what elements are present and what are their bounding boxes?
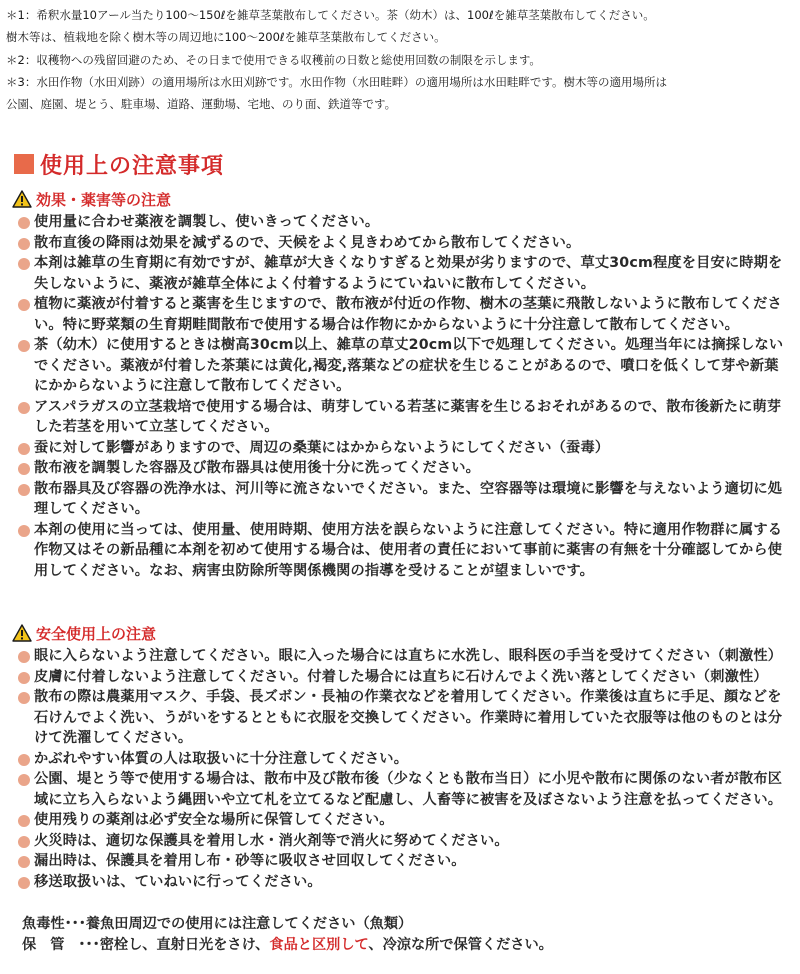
- list-item: [0, 212, 800, 233]
- list-item: [0, 749, 800, 770]
- safety-list: [0, 646, 800, 892]
- list-item-text: 散布器具及び容器の洗浄水は、河川等に流さないでください。また、空容器等は環境に影響を与えないよう適切に処理してください。: [34, 480, 783, 517]
- list-item: [0, 769, 800, 810]
- list-item-text: 移送取扱いは、ていねいに行ってください。: [34, 873, 322, 890]
- list-item-text: 蚕に対して影響がありますので、周辺の桑葉にはかからないようにしてください（蚕毒）: [34, 439, 610, 456]
- list-item: [0, 294, 800, 335]
- bullet-icon: [18, 258, 30, 270]
- list-item: [0, 831, 800, 852]
- footer-notes: [22, 914, 792, 955]
- list-item: [0, 810, 800, 831]
- efficacy-heading: [12, 188, 171, 210]
- list-item-text: 使用量に合わせ薬液を調製し、使いきってください。: [34, 214, 380, 230]
- list-item: [0, 646, 800, 667]
- list-item: [0, 253, 800, 294]
- fish-toxicity-text: 養魚田周辺での使用には注意してください（魚類）: [85, 916, 413, 932]
- efficacy-heading-text: 効果・薬害等の注意: [36, 190, 172, 209]
- list-item-text: 植物に薬液が付着すると薬害を生じますので、散布液が付近の作物、樹木の茎葉に飛散しないように散布してください。特に野菜類の生育期畦間散布で使用する場合は作物にかからないように十分注意して散布してください。: [34, 296, 782, 333]
- list-item-text: 公園、堤とう等で使用する場合は、散布中及び散布後（少なくとも散布当日）に小児や散布に関係のない者が散布区域に立ち入らないよう縄囲いや立て札を立てるなど配慮し、人畜等に被害を及ぼさないよう注意を払ってください。: [34, 771, 783, 808]
- footnote-line: ＊2：収穫物への残留回避のため、その日まで使用できる収穫前の日数と総使用回数の制限を示します。: [6, 52, 541, 67]
- section-title: [14, 148, 224, 180]
- warning-icon: [12, 624, 32, 642]
- storage-text-highlight: 食品と区別して: [269, 936, 369, 953]
- storage-label: 保管: [22, 936, 79, 953]
- bullet-icon: [18, 299, 30, 311]
- bullet-icon: [18, 217, 30, 229]
- list-item-text: 使用残りの薬剤は必ず安全な場所に保管してください。: [34, 812, 394, 828]
- bullet-icon: [18, 463, 30, 475]
- list-item: [0, 479, 800, 520]
- footnote-line: ＊3：水田作物（水田刈跡）の適用場所は水田刈跡です。水田作物（水田畦畔）の適用場所は水田畦畔です。樹木等の適用場所は: [6, 74, 667, 89]
- bullet-icon: [18, 836, 30, 848]
- bullet-icon: [18, 340, 30, 352]
- storage-line: [22, 935, 792, 956]
- bullet-icon: [18, 692, 30, 704]
- list-item: [0, 335, 800, 397]
- storage-separator: ･･･: [78, 936, 100, 953]
- list-item-text: 本剤の使用に当っては、使用量、使用時期、使用方法を誤らないように注意してください。特に適用作物群に属する作物又はその新品種に本剤を初めて使用する場合は、使用者の責任において事前に薬害の有無を十分確認してから使用してください。なお、病害虫防除所等関係機関の指導を受けることが望ましいです。: [34, 521, 783, 579]
- list-item: [0, 667, 800, 688]
- list-item: [0, 520, 800, 582]
- list-item: [0, 438, 800, 459]
- fish-toxicity-separator: ･･･: [64, 916, 86, 932]
- list-item: [0, 458, 800, 479]
- list-item: [0, 233, 800, 254]
- bullet-icon: [18, 484, 30, 496]
- list-item: [0, 872, 800, 893]
- list-item-text: 本剤は雑草の生育期に有効ですが、雑草が大きくなりすぎると効果が劣りますので、草丈30cm程度を目安に時期を失しないように、薬液が雑草全体によく付着するようにていねいに散布してください。: [34, 255, 783, 292]
- footnote-line: ＊1：希釈水量10アール当たり100～150ℓを雑草茎葉散布してください。茶（幼木）は、100ℓを雑草茎葉散布してください。: [6, 8, 655, 22]
- list-item-text: かぶれやすい体質の人は取扱いに十分注意してください。: [34, 750, 409, 767]
- section-title-text: 使用上の注意事項: [40, 153, 225, 179]
- list-item-text: 散布液を調製した容器及び散布器具は使用後十分に洗ってください。: [34, 460, 481, 476]
- storage-text-end: 、冷涼な所で保管ください。: [368, 936, 553, 953]
- list-item-text: アスパラガスの立茎栽培で使用する場合は、萌芽している若茎に薬害を生じるおそれがあるので、散布後新たに萌芽した若茎を用いて立茎してください。: [34, 398, 782, 435]
- fish-toxicity-label: 魚毒性: [22, 916, 65, 932]
- list-item-text: 茶（幼木）に使用するときは樹高30cm以上、雑草の草丈20cm以下で処理してください。処理当年には摘採しないでください。薬液が付着した茶葉には黄化,褐変,落葉などの症状を生じることがあるので、噴口を低くして芽や新葉にかからないように注意して散布してください。: [34, 337, 784, 394]
- bullet-icon: [18, 651, 30, 663]
- list-item-text: 皮膚に付着しないよう注意してください。付着した場合には直ちに石けんでよく洗い落としてください（刺激性）: [34, 668, 768, 685]
- efficacy-list: [0, 212, 800, 581]
- list-item-text: 漏出時は、保護具を着用し布・砂等に吸収させ回収してください。: [34, 853, 466, 869]
- bullet-icon: [18, 815, 30, 827]
- footnote-line: 公園、庭園、堤とう、駐車場、道路、運動場、宅地、のり面、鉄道等です。: [6, 97, 397, 112]
- list-item-text: 眼に入らないよう注意してください。眼に入った場合には直ちに水洗し、眼科医の手当を受けてください（刺激性）: [34, 648, 783, 664]
- bullet-icon: [18, 672, 30, 684]
- list-item-text: 散布の際は農薬用マスク、手袋、長ズボン・長袖の作業衣などを着用してください。作業後は直ちに手足、顔などを石けんでよく洗い、うがいをするとともに衣服を交換してください。作業時に着用していた衣服等は他のものとは分けて洗濯してください。: [34, 689, 783, 746]
- footnote-line: 樹木等は、植栽地を除く樹木等の周辺地に100～200ℓを雑草茎葉散布してください。: [6, 30, 446, 45]
- bullet-icon: [18, 856, 30, 868]
- bullet-icon: [18, 402, 30, 414]
- list-item: [0, 851, 800, 872]
- bullet-icon: [18, 525, 30, 537]
- storage-text: 密栓し、直射日光をさけ、: [99, 936, 270, 953]
- bullet-icon: [18, 238, 30, 250]
- fish-toxicity-line: [22, 914, 792, 935]
- list-item-text: 散布直後の降雨は効果を減ずるので、天候をよく見きわめてから散布してください。: [34, 234, 581, 251]
- warning-icon: [12, 190, 32, 208]
- list-item: [0, 687, 800, 749]
- list-item: [0, 397, 800, 438]
- safety-heading-text: 安全使用上の注意: [36, 624, 157, 643]
- bullet-icon: [18, 443, 30, 455]
- bullet-icon: [18, 877, 30, 889]
- safety-heading: [12, 622, 156, 644]
- title-square-icon: [14, 154, 34, 174]
- list-item-text: 火災時は、適切な保護具を着用し水・消火剤等で消火に努めてください。: [34, 832, 509, 849]
- bullet-icon: [18, 754, 30, 766]
- footnotes: [6, 4, 796, 115]
- bullet-icon: [18, 774, 30, 786]
